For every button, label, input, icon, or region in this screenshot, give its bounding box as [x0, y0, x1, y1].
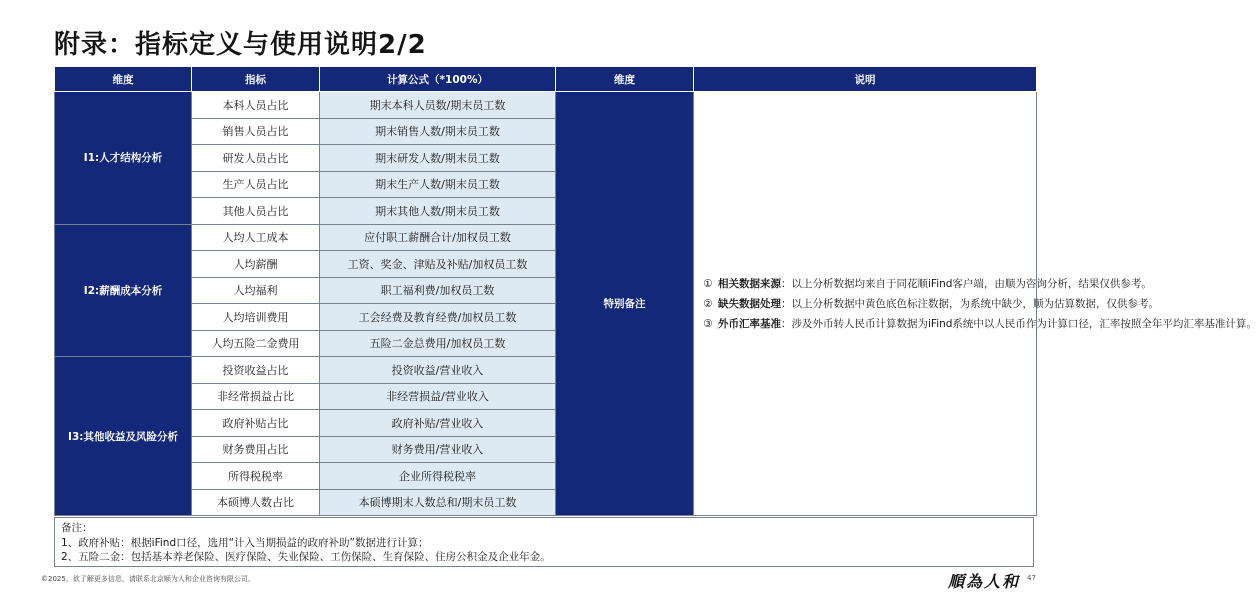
header-metric: 指标 [192, 67, 320, 92]
note-text: ：涉及外币转人民币计算数据为iFind系统中以人民币作为计算口径，汇率按照全年平均汇率基准计算。 [781, 317, 1257, 330]
special-notes [694, 92, 1257, 516]
dimension-cell-i3: I3:其他收益及风险分析 [55, 357, 192, 516]
formula-cell: 应付职工薪酬合计/加权员工数 [320, 224, 556, 251]
footer-copyright: ©2025，欲了解更多信息，请联系北京顺为人和企业咨询有限公司。 [41, 575, 255, 583]
indicator-table [54, 66, 1257, 516]
metric-cell: 人均人工成本 [192, 224, 320, 251]
page-title: 附录：指标定义与使用说明2/2 [54, 30, 427, 60]
header-dimension-right: 维度 [556, 67, 694, 92]
formula-cell: 期末研发人数/期末员工数 [320, 145, 556, 172]
table-header-row [55, 67, 1037, 92]
remarks-label: 备注： [61, 522, 93, 534]
metric-cell: 销售人员占比 [192, 118, 320, 145]
brand-logo: 順為人和 [948, 572, 1021, 591]
formula-cell: 工会经费及教育经费/加权员工数 [320, 304, 556, 331]
note-item [698, 294, 1159, 314]
header-formula: 计算公式（*100%） [320, 67, 556, 92]
header-description: 说明 [694, 67, 1037, 92]
page-number: 47 [1027, 574, 1036, 582]
formula-cell: 本硕博期末人数总和/期末员工数 [320, 489, 556, 516]
formula-cell: 投资收益/营业收入 [320, 357, 556, 384]
note-number: ① [703, 277, 713, 290]
metric-cell: 人均福利 [192, 277, 320, 304]
metric-cell: 非经常损益占比 [192, 383, 320, 410]
metric-cell: 本硕博人数占比 [192, 489, 320, 516]
note-number: ③ [703, 317, 713, 330]
metric-cell: 所得税税率 [192, 463, 320, 490]
metric-cell: 研发人员占比 [192, 145, 320, 172]
formula-cell: 职工福利费/加权员工数 [320, 277, 556, 304]
note-key: 相关数据来源 [718, 277, 781, 290]
note-number: ② [703, 297, 713, 310]
metric-cell: 政府补贴占比 [192, 410, 320, 437]
metric-cell: 投资收益占比 [192, 357, 320, 384]
formula-cell: 政府补贴/营业收入 [320, 410, 556, 437]
metric-cell: 人均薪酬 [192, 251, 320, 278]
dimension-cell-i1: I1:人才结构分析 [55, 92, 192, 225]
remarks-box [54, 517, 1034, 567]
metric-cell: 财务费用占比 [192, 436, 320, 463]
formula-cell: 五险二金总费用/加权员工数 [320, 330, 556, 357]
note-text: ：以上分析数据均来自于同花顺iFind客户端，由顺为咨询分析，结果仅供参考。 [781, 277, 1152, 290]
note-item [698, 314, 1257, 334]
metric-cell: 人均五险二金费用 [192, 330, 320, 357]
formula-cell: 非经营损益/营业收入 [320, 383, 556, 410]
metric-cell: 人均培训费用 [192, 304, 320, 331]
formula-cell: 工资、奖金、津贴及补贴/加权员工数 [320, 251, 556, 278]
metric-cell: 本科人员占比 [192, 92, 320, 119]
formula-cell: 财务费用/营业收入 [320, 436, 556, 463]
formula-cell: 期末其他人数/期末员工数 [320, 198, 556, 225]
note-key: 外币汇率基准 [718, 317, 781, 330]
special-note-dimension: 特别备注 [556, 92, 694, 516]
metric-cell: 生产人员占比 [192, 171, 320, 198]
note-text: ：以上分析数据中黄色底色标注数据，为系统中缺少，顺为估算数据，仅供参考。 [781, 297, 1159, 310]
formula-cell: 期末生产人数/期末员工数 [320, 171, 556, 198]
metric-cell: 其他人员占比 [192, 198, 320, 225]
remarks-line: 1、政府补贴：根据iFind口径，选用“计入当期损益的政府补助”数据进行计算； [61, 536, 429, 549]
formula-cell: 期末销售人数/期末员工数 [320, 118, 556, 145]
note-item [698, 274, 1152, 294]
note-key: 缺失数据处理 [718, 297, 781, 310]
formula-cell: 期末本科人员数/期末员工数 [320, 92, 556, 119]
formula-cell: 企业所得税税率 [320, 463, 556, 490]
header-dimension: 维度 [55, 67, 192, 92]
table-row [55, 92, 1037, 119]
remarks-line: 2、五险二金：包括基本养老保险、医疗保险、失业保险、工伤保险、生育保险、住房公积金及企业年金。 [61, 551, 551, 563]
dimension-cell-i2: I2:薪酬成本分析 [55, 224, 192, 357]
